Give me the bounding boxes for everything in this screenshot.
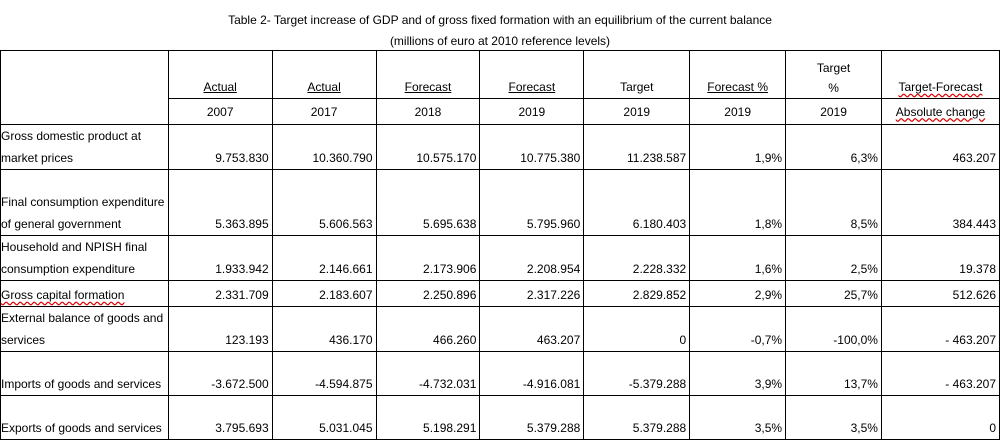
cell-value: -5.379.288 (584, 352, 690, 396)
table-title (0, 10, 1000, 52)
table-row (1, 352, 1000, 396)
cell-value: 10.775.380 (480, 125, 584, 170)
row-label: Gross domestic product at market prices (1, 125, 169, 170)
cell-value: 2,9% (690, 281, 786, 307)
cell-value: 5.363.895 (168, 170, 272, 236)
cell-value: 2.228.332 (584, 236, 690, 281)
cell-value: 5.198.291 (376, 396, 480, 440)
col-header-bottom: Absolute change (881, 99, 999, 125)
cell-value: 1,8% (690, 170, 786, 236)
table-row (1, 396, 1000, 440)
cell-value: -4.732.031 (376, 352, 480, 396)
cell-value: 5.795.960 (480, 170, 584, 236)
cell-value: 2.829.852 (584, 281, 690, 307)
col-header-top: Forecast (480, 51, 584, 99)
table-row (1, 281, 1000, 307)
cell-value: 8,5% (786, 170, 882, 236)
row-label: Exports of goods and services (1, 396, 169, 440)
row-label: Household and NPISH final consumption expenditure (1, 236, 169, 281)
cell-value: 10.575.170 (376, 125, 480, 170)
cell-value: 123.193 (168, 307, 272, 352)
col-header-top: Forecast % (690, 51, 786, 99)
cell-value: 1.933.942 (168, 236, 272, 281)
col-header-top: Target (584, 51, 690, 99)
cell-value: 3,5% (786, 396, 882, 440)
table-row (1, 125, 1000, 170)
cell-value: -4.916.081 (480, 352, 584, 396)
cell-value: 2.331.709 (168, 281, 272, 307)
gdp-table (0, 50, 1000, 440)
cell-value: 2,5% (786, 236, 882, 281)
row-label: Imports of goods and services (1, 352, 169, 396)
cell-value: 2.250.896 (376, 281, 480, 307)
cell-value: -0,7% (690, 307, 786, 352)
cell-value: 19.378 (881, 236, 999, 281)
cell-value: 466.260 (376, 307, 480, 352)
col-header-top: Target % (786, 51, 882, 99)
title-line-1: Table 2- Target increase of GDP and of gross fixed formation with an equilibrium of the current balance (228, 13, 772, 27)
cell-value: 436.170 (272, 307, 376, 352)
cell-value: 5.695.638 (376, 170, 480, 236)
col-header-bottom: 2018 (376, 99, 480, 125)
col-header-bottom: 2019 (690, 99, 786, 125)
cell-value: 6,3% (786, 125, 882, 170)
cell-value: 11.238.587 (584, 125, 690, 170)
cell-value: 3.795.693 (168, 396, 272, 440)
row-label: External balance of goods and services (1, 307, 169, 352)
cell-value: 9.753.830 (168, 125, 272, 170)
cell-value: 2.173.906 (376, 236, 480, 281)
cell-value: 5.379.288 (480, 396, 584, 440)
cell-value: 0 (584, 307, 690, 352)
cell-value: - 463.207 (881, 307, 999, 352)
cell-value: 3,9% (690, 352, 786, 396)
col-header-top: Actual (168, 51, 272, 99)
col-header-bottom: 2007 (168, 99, 272, 125)
cell-value: 1,6% (690, 236, 786, 281)
table-row (1, 170, 1000, 236)
header-blank-cell (1, 51, 169, 125)
row-label: Gross capital formation (1, 281, 169, 307)
cell-value: 3,5% (690, 396, 786, 440)
col-header-bottom: 2019 (480, 99, 584, 125)
col-header-top: Target-Forecast (881, 51, 999, 99)
col-header-bottom: 2017 (272, 99, 376, 125)
cell-value: 2.317.226 (480, 281, 584, 307)
col-header-bottom: 2019 (584, 99, 690, 125)
cell-value: 512.626 (881, 281, 999, 307)
cell-value: -100,0% (786, 307, 882, 352)
cell-value: 5.031.045 (272, 396, 376, 440)
header-row-1 (1, 51, 1000, 99)
cell-value: 2.183.607 (272, 281, 376, 307)
cell-value: 13,7% (786, 352, 882, 396)
cell-value: 463.207 (480, 307, 584, 352)
cell-value: 10.360.790 (272, 125, 376, 170)
table-row (1, 236, 1000, 281)
cell-value: 0 (881, 396, 999, 440)
cell-value: - 463.207 (881, 352, 999, 396)
cell-value: 6.180.403 (584, 170, 690, 236)
table-row (1, 307, 1000, 352)
col-header-top: Forecast (376, 51, 480, 99)
col-header-bottom: 2019 (786, 99, 882, 125)
cell-value: 384.443 (881, 170, 999, 236)
cell-value: 5.606.563 (272, 170, 376, 236)
cell-value: 2.146.661 (272, 236, 376, 281)
cell-value: 463.207 (881, 125, 999, 170)
cell-value: 2.208.954 (480, 236, 584, 281)
row-label: Final consumption expenditure of general government (1, 170, 169, 236)
cell-value: -4.594.875 (272, 352, 376, 396)
cell-value: 25,7% (786, 281, 882, 307)
cell-value: 5.379.288 (584, 396, 690, 440)
title-line-2: (millions of euro at 2010 reference levels) (389, 34, 611, 48)
cell-value: -3.672.500 (168, 352, 272, 396)
col-header-top: Actual (272, 51, 376, 99)
cell-value: 1,9% (690, 125, 786, 170)
